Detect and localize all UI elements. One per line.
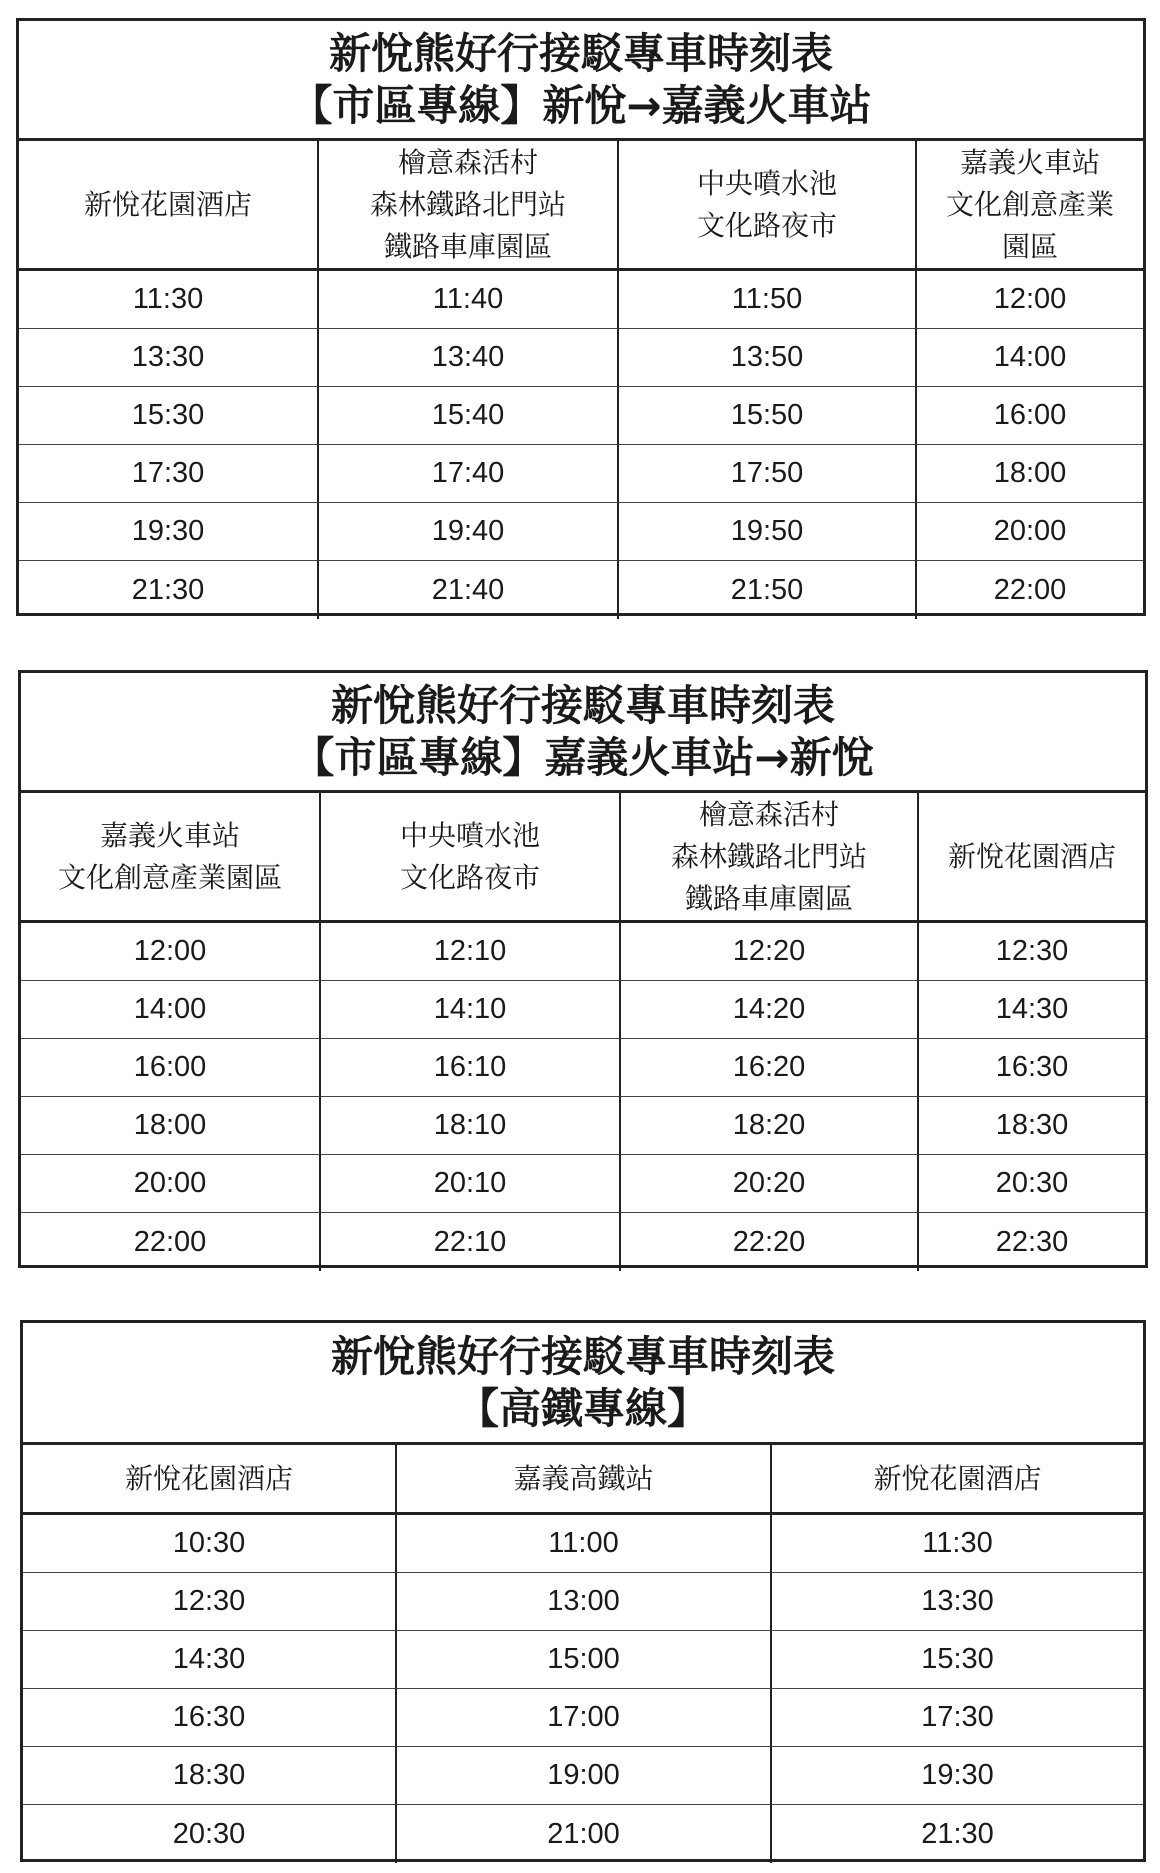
departure-time-cell: 12:30 — [23, 1573, 397, 1631]
departure-time-cell: 14:30 — [919, 981, 1145, 1039]
departure-time-cell: 16:20 — [621, 1039, 919, 1097]
departure-time-cell: 18:30 — [23, 1747, 397, 1805]
column-header-line: 鐵路車庫園區 — [383, 229, 552, 263]
departure-time-cell: 11:30 — [772, 1515, 1143, 1573]
departure-time-cell: 22:10 — [321, 1213, 621, 1271]
column-header — [772, 1445, 1143, 1515]
table-title — [19, 21, 1143, 141]
departure-time-cell: 14:00 — [917, 329, 1143, 387]
column-header-line: 嘉義高鐵站 — [513, 1461, 654, 1495]
table-title — [23, 1323, 1143, 1445]
table-grid — [19, 141, 1143, 619]
departure-time-cell: 16:00 — [917, 387, 1143, 445]
table-grid — [21, 793, 1145, 1271]
schedule-table-hsr — [20, 1320, 1146, 1862]
column-header — [321, 793, 621, 923]
departure-time-cell: 14:30 — [23, 1631, 397, 1689]
title-line-2: 【市區專線】嘉義火車站→新悅 — [292, 732, 874, 782]
departure-time-cell: 16:10 — [321, 1039, 621, 1097]
departure-time-cell: 18:00 — [917, 445, 1143, 503]
column-header-line: 鐵路車庫園區 — [684, 881, 853, 915]
departure-time-cell: 21:30 — [921, 1817, 994, 1850]
schedule-table-city-inbound — [18, 670, 1148, 1268]
departure-time-cell: 16:00 — [21, 1039, 321, 1097]
departure-time-cell: 17:30 — [772, 1689, 1143, 1747]
departure-time-cell: 20:00 — [917, 503, 1143, 561]
departure-time-cell: 22:00 — [993, 573, 1067, 606]
departure-time-cell: 22:00 — [21, 1213, 321, 1271]
departure-time-cell: 12:20 — [621, 923, 919, 981]
departure-time-cell: 21:40 — [319, 561, 619, 619]
departure-time-cell: 21:30 — [19, 561, 319, 619]
column-header-line: 新悅花園酒店 — [124, 1461, 293, 1495]
departure-time-cell: 13:00 — [397, 1573, 772, 1631]
departure-time-cell: 14:00 — [21, 981, 321, 1039]
column-header-line: 文化創意產業園區 — [57, 860, 282, 894]
departure-time-cell: 12:10 — [321, 923, 621, 981]
departure-time-cell: 11:00 — [397, 1515, 772, 1573]
departure-time-cell: 17:30 — [19, 445, 319, 503]
column-header-line: 中央噴水池 — [696, 166, 837, 200]
departure-time-cell: 15:00 — [397, 1631, 772, 1689]
departure-time-cell: 19:40 — [319, 503, 619, 561]
column-header-line: 嘉義火車站 — [959, 145, 1100, 179]
table-title — [21, 673, 1145, 793]
departure-time-cell: 18:30 — [919, 1097, 1145, 1155]
column-header — [319, 141, 619, 271]
schedule-table-city-outbound — [16, 18, 1146, 616]
column-header — [19, 141, 319, 271]
column-header — [21, 793, 321, 923]
column-header — [619, 141, 917, 271]
column-header-line: 文化路夜市 — [399, 860, 540, 894]
column-header-line: 森林鐵路北門站 — [369, 187, 566, 221]
departure-time-cell: 17:00 — [397, 1689, 772, 1747]
departure-time-cell: 10:30 — [23, 1515, 397, 1573]
column-header — [621, 793, 919, 923]
departure-time-cell: 20:30 — [919, 1155, 1145, 1213]
departure-time-cell: 16:30 — [919, 1039, 1145, 1097]
column-header-line: 檜意森活村 — [698, 797, 839, 831]
departure-time-cell: 12:00 — [21, 923, 321, 981]
column-header-line: 文化路夜市 — [696, 208, 837, 242]
departure-time-cell: 22:20 — [621, 1213, 919, 1271]
column-header-line: 新悅花園酒店 — [83, 187, 252, 221]
departure-time-cell: 17:50 — [619, 445, 917, 503]
column-header-line: 新悅花園酒店 — [947, 839, 1116, 873]
column-header — [397, 1445, 772, 1515]
column-header-line: 森林鐵路北門站 — [670, 839, 867, 873]
departure-time-cell: 19:50 — [619, 503, 917, 561]
departure-time-cell: 11:50 — [619, 271, 917, 329]
departure-time-cell: 15:30 — [19, 387, 319, 445]
departure-time-cell: 15:30 — [772, 1631, 1143, 1689]
departure-time-cell: 15:50 — [619, 387, 917, 445]
title-line-2: 【市區專線】新悅→嘉義火車站 — [290, 80, 872, 130]
column-header-line: 檜意森活村 — [397, 145, 538, 179]
title-line-2: 【高鐵專線】 — [456, 1383, 709, 1433]
departure-time-cell: 12:30 — [919, 923, 1145, 981]
departure-time-cell: 20:20 — [621, 1155, 919, 1213]
title-line-1: 新悅熊好行接駁專車時刻表 — [328, 28, 833, 78]
title-line-1: 新悅熊好行接駁專車時刻表 — [330, 680, 835, 730]
departure-time-cell: 16:30 — [23, 1689, 397, 1747]
departure-time-cell: 13:50 — [619, 329, 917, 387]
column-header-line: 園區 — [1001, 229, 1058, 263]
departure-time-cell: 14:10 — [321, 981, 621, 1039]
departure-time-cell: 21:00 — [397, 1805, 772, 1863]
departure-time-cell: 21:50 — [619, 561, 917, 619]
column-header-line: 嘉義火車站 — [99, 818, 240, 852]
departure-time-cell: 20:10 — [321, 1155, 621, 1213]
departure-time-cell: 13:30 — [772, 1573, 1143, 1631]
title-line-1: 新悅熊好行接駁專車時刻表 — [330, 1331, 835, 1381]
departure-time-cell: 11:40 — [319, 271, 619, 329]
column-header — [919, 793, 1145, 923]
departure-time-cell: 19:00 — [397, 1747, 772, 1805]
departure-time-cell: 11:30 — [19, 271, 319, 329]
column-header-line: 文化創意產業 — [945, 187, 1114, 221]
departure-time-cell: 14:20 — [621, 981, 919, 1039]
departure-time-cell: 19:30 — [19, 503, 319, 561]
departure-time-cell: 18:10 — [321, 1097, 621, 1155]
table-grid — [23, 1445, 1143, 1863]
departure-time-cell: 17:40 — [319, 445, 619, 503]
column-header-line: 新悅花園酒店 — [873, 1461, 1042, 1495]
departure-time-cell: 18:00 — [21, 1097, 321, 1155]
departure-time-cell: 19:30 — [772, 1747, 1143, 1805]
departure-time-cell: 20:00 — [21, 1155, 321, 1213]
departure-time-cell: 22:30 — [995, 1225, 1069, 1258]
column-header — [917, 141, 1143, 271]
column-header — [23, 1445, 397, 1515]
column-header-line: 中央噴水池 — [399, 818, 540, 852]
departure-time-cell: 13:30 — [19, 329, 319, 387]
departure-time-cell: 13:40 — [319, 329, 619, 387]
departure-time-cell: 12:00 — [917, 271, 1143, 329]
departure-time-cell: 15:40 — [319, 387, 619, 445]
departure-time-cell: 18:20 — [621, 1097, 919, 1155]
departure-time-cell: 20:30 — [23, 1805, 397, 1863]
